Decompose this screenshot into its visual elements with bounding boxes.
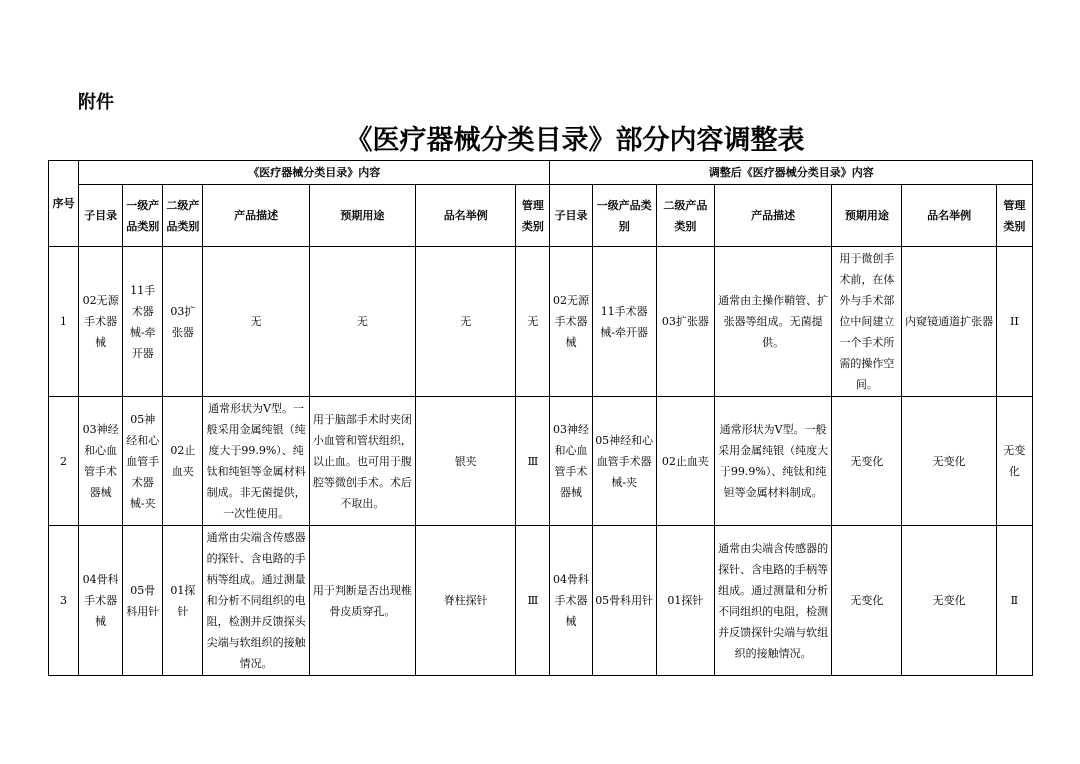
cell-product-examples-after: 内窥镜通道扩张器 (902, 247, 996, 397)
header-level2-category: 二级产品类别 (163, 185, 203, 247)
cell-product-description-after: 通常由主操作鞘管、扩张器等组成。无菌提供。 (714, 247, 831, 397)
cell-subdirectory-after: 04骨科手术器械 (550, 526, 592, 676)
table-row (49, 397, 1033, 526)
cell-subdirectory: 04骨科手术器械 (79, 526, 123, 676)
page-title: 《医疗器械分类目录》部分内容调整表 (345, 125, 805, 156)
cell-level1-category: 11手术器械-牵开器 (123, 247, 163, 397)
header-product-description-after: 产品描述 (714, 185, 831, 247)
header-group-before: 《医疗器械分类目录》内容 (79, 161, 550, 185)
header-product-description: 产品描述 (203, 185, 309, 247)
cell-management-class: Ⅲ (516, 397, 550, 526)
cell-level1-category: 05神经和心血管手术器械-夹 (123, 397, 163, 526)
cell-management-class-after: II (996, 247, 1032, 397)
header-level2-category-after: 二级产品类别 (656, 185, 714, 247)
cell-management-class-after: Ⅱ (996, 526, 1032, 676)
adjustment-table (48, 160, 1033, 676)
cell-subdirectory: 02无源手术器械 (79, 247, 123, 397)
cell-level2-category: 03扩张器 (163, 247, 203, 397)
header-subdirectory: 子目录 (79, 185, 123, 247)
cell-management-class: 无 (516, 247, 550, 397)
attachment-label: 附件 (78, 92, 114, 113)
cell-intended-use: 用于脑部手术时夹闭小血管和管状组织，以止血。也可用于腹腔等微创手术。术后不取出。 (309, 397, 415, 526)
header-management-class-after: 管理类别 (996, 185, 1032, 247)
cell-product-description-after: 通常由尖端含传感器的探针、含电路的手柄等组成。通过测量和分析不同组织的电阻，检测并反馈探针尖端与软组织的接触情况。 (714, 526, 831, 676)
cell-level2-category-after: 01探针 (656, 526, 714, 676)
cell-intended-use-after: 无变化 (832, 526, 902, 676)
cell-product-examples-after: 无变化 (902, 397, 996, 526)
cell-level1-category-after: 05神经和心血管手术器械-夹 (592, 397, 656, 526)
cell-level1-category-after: 11手术器械-牵开器 (592, 247, 656, 397)
cell-level2-category-after: 02止血夹 (656, 397, 714, 526)
cell-subdirectory: 03神经和心血管手术器械 (79, 397, 123, 526)
header-seq: 序号 (49, 161, 79, 247)
cell-subdirectory-after: 02无源手术器械 (550, 247, 592, 397)
cell-product-description: 通常由尖端含传感器的探针、含电路的手柄等组成。通过测量和分析不同组织的电阻，检测并反馈探头尖端与软组织的接触情况。 (203, 526, 309, 676)
cell-level1-category-after: 05骨科用针 (592, 526, 656, 676)
header-intended-use: 预期用途 (309, 185, 415, 247)
cell-seq: 1 (49, 247, 79, 397)
header-product-examples-after: 品名举例 (902, 185, 996, 247)
cell-level1-category: 05骨科用针 (123, 526, 163, 676)
table-row (49, 526, 1033, 676)
cell-level2-category-after: 03扩张器 (656, 247, 714, 397)
cell-management-class-after: 无变化 (996, 397, 1032, 526)
cell-level2-category: 01探针 (163, 526, 203, 676)
cell-intended-use-after: 用于微创手术前，在体外与手术部位中间建立一个手术所需的操作空间。 (832, 247, 902, 397)
cell-intended-use: 用于判断是否出现椎骨皮质穿孔。 (309, 526, 415, 676)
cell-intended-use-after: 无变化 (832, 397, 902, 526)
cell-product-examples: 脊柱探针 (416, 526, 516, 676)
cell-product-examples-after: 无变化 (902, 526, 996, 676)
cell-seq: 2 (49, 397, 79, 526)
cell-product-examples: 银夹 (416, 397, 516, 526)
cell-seq: 3 (49, 526, 79, 676)
cell-product-description: 无 (203, 247, 309, 397)
header-management-class: 管理类别 (516, 185, 550, 247)
cell-intended-use: 无 (309, 247, 415, 397)
header-intended-use-after: 预期用途 (832, 185, 902, 247)
header-level1-category: 一级产品类别 (123, 185, 163, 247)
cell-product-examples: 无 (416, 247, 516, 397)
cell-level2-category: 02止血夹 (163, 397, 203, 526)
cell-subdirectory-after: 03神经和心血管手术器械 (550, 397, 592, 526)
table-row (49, 247, 1033, 397)
cell-product-description-after: 通常形状为V型。一般采用金属纯银（纯度大于99.9%）、纯钛和纯钽等金属材料制成。 (714, 397, 831, 526)
header-subdirectory-after: 子目录 (550, 185, 592, 247)
header-product-examples: 品名举例 (416, 185, 516, 247)
header-group-after: 调整后《医疗器械分类目录》内容 (550, 161, 1033, 185)
header-level1-category-after: 一级产品类别 (592, 185, 656, 247)
cell-product-description: 通常形状为V型。一般采用金属纯银（纯度大于99.9%）、纯钛和纯钽等金属材料制成。非无菌提供，一次性使用。 (203, 397, 309, 526)
cell-management-class: Ⅲ (516, 526, 550, 676)
